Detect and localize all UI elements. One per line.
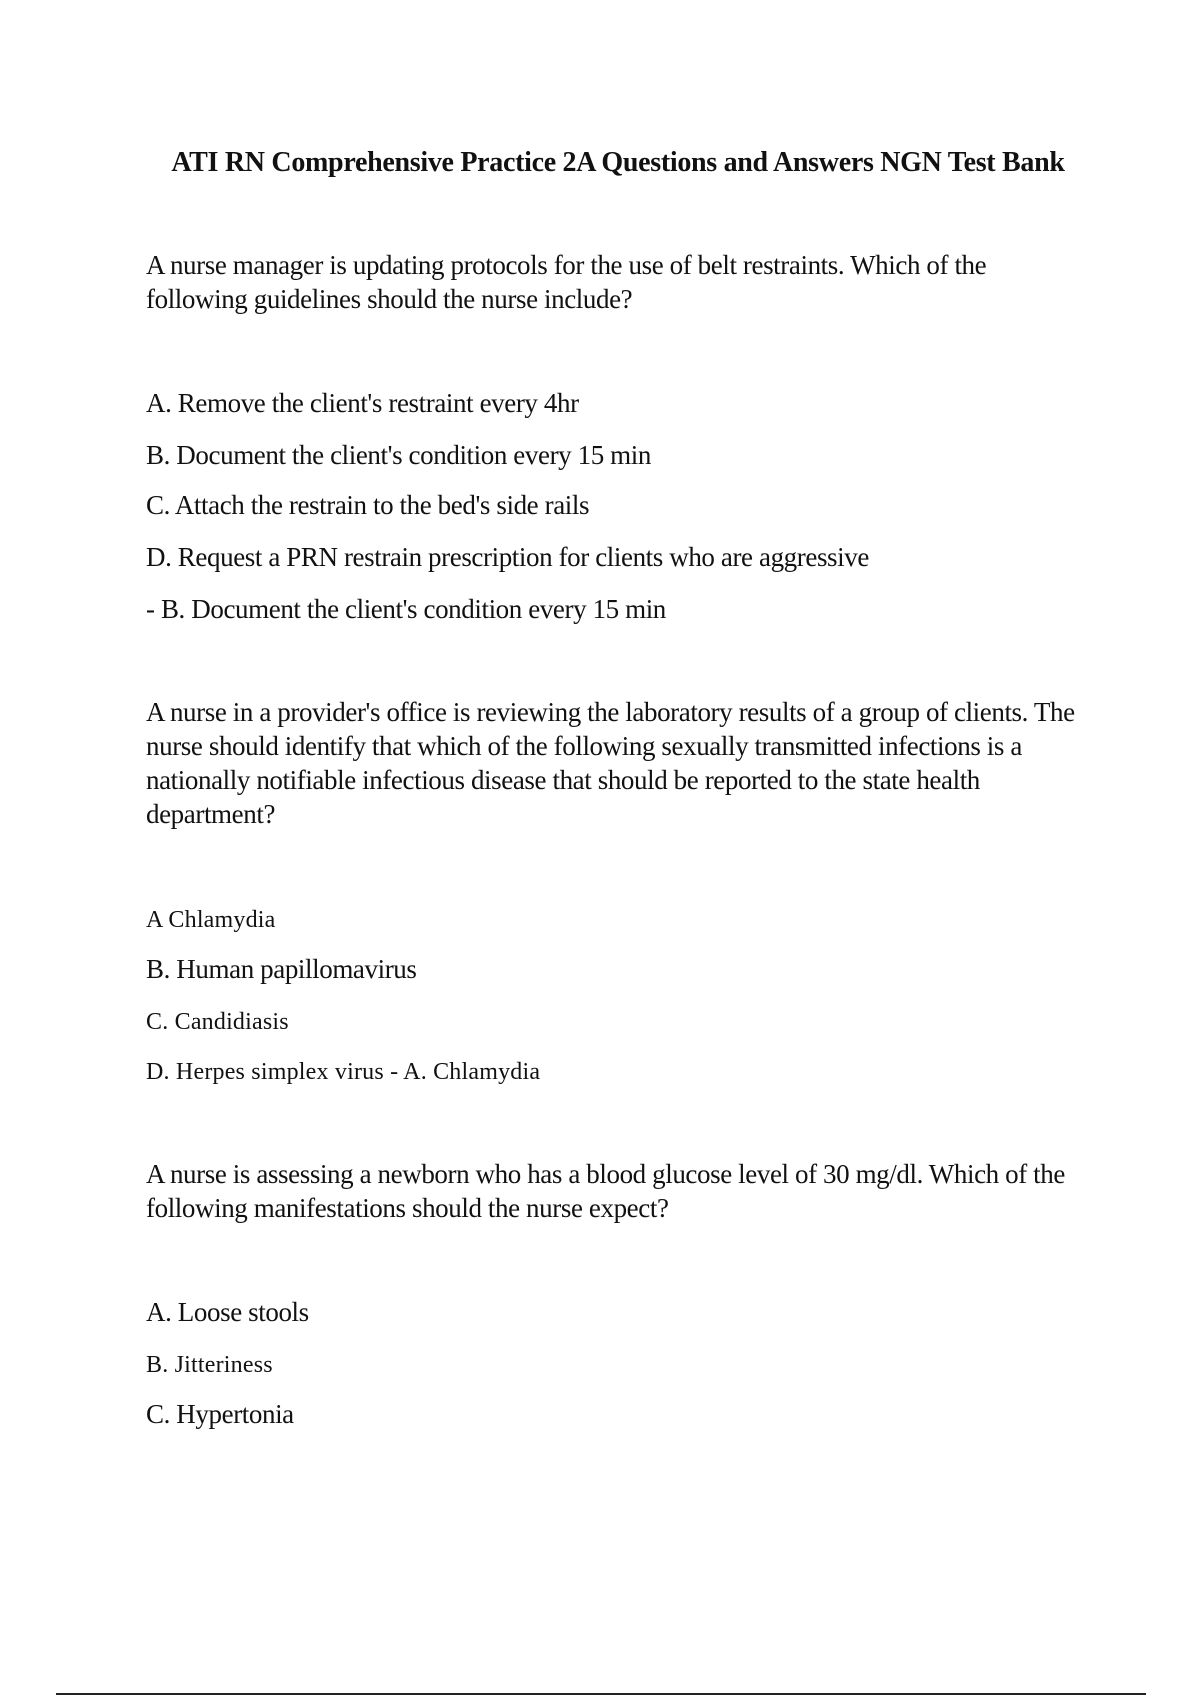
question-3-option-c: C. Hypertonia xyxy=(146,1399,294,1429)
footer-rule xyxy=(56,1693,1146,1695)
question-1-answer: - B. Document the client's condition every 15 min xyxy=(146,594,666,624)
question-1-option-d: D. Request a PRN restrain prescription for clients who are aggressive xyxy=(146,542,869,572)
question-3-option-a: A. Loose stools xyxy=(146,1297,309,1327)
question-2-option-b: B. Human papillomavirus xyxy=(146,954,417,984)
question-3-option-b: B. Jitteriness xyxy=(146,1352,273,1378)
question-2-option-c: C. Candidiasis xyxy=(146,1009,289,1035)
question-1-option-a: A. Remove the client's restraint every 4hr xyxy=(146,388,579,418)
question-1-option-b: B. Document the client's condition every 15 min xyxy=(146,440,651,470)
question-2-option-a: A Chlamydia xyxy=(146,907,276,933)
question-3-text: A nurse is assessing a newborn who has a blood glucose level of 30 mg/dl. Which of the following manifestations should the nurse expect? xyxy=(146,1159,1065,1223)
document-title: ATI RN Comprehensive Practice 2A Questions and Answers NGN Test Bank xyxy=(171,147,1065,178)
question-2-option-d-with-answer: D. Herpes simplex virus - A. Chlamydia xyxy=(146,1059,541,1085)
question-1-option-c: C. Attach the restrain to the bed's side rails xyxy=(146,490,590,520)
question-1-text: A nurse manager is updating protocols for the use of belt restraints. Which of the following guidelines should the nurse include? xyxy=(146,250,987,314)
question-2-text: A nurse in a provider's office is reviewing the laboratory results of a group of clients. The nurse should identify that which of the following sexually transmitted infections is a nationally notifiable infectious disease that should be reported to the state health department? xyxy=(146,697,1075,829)
